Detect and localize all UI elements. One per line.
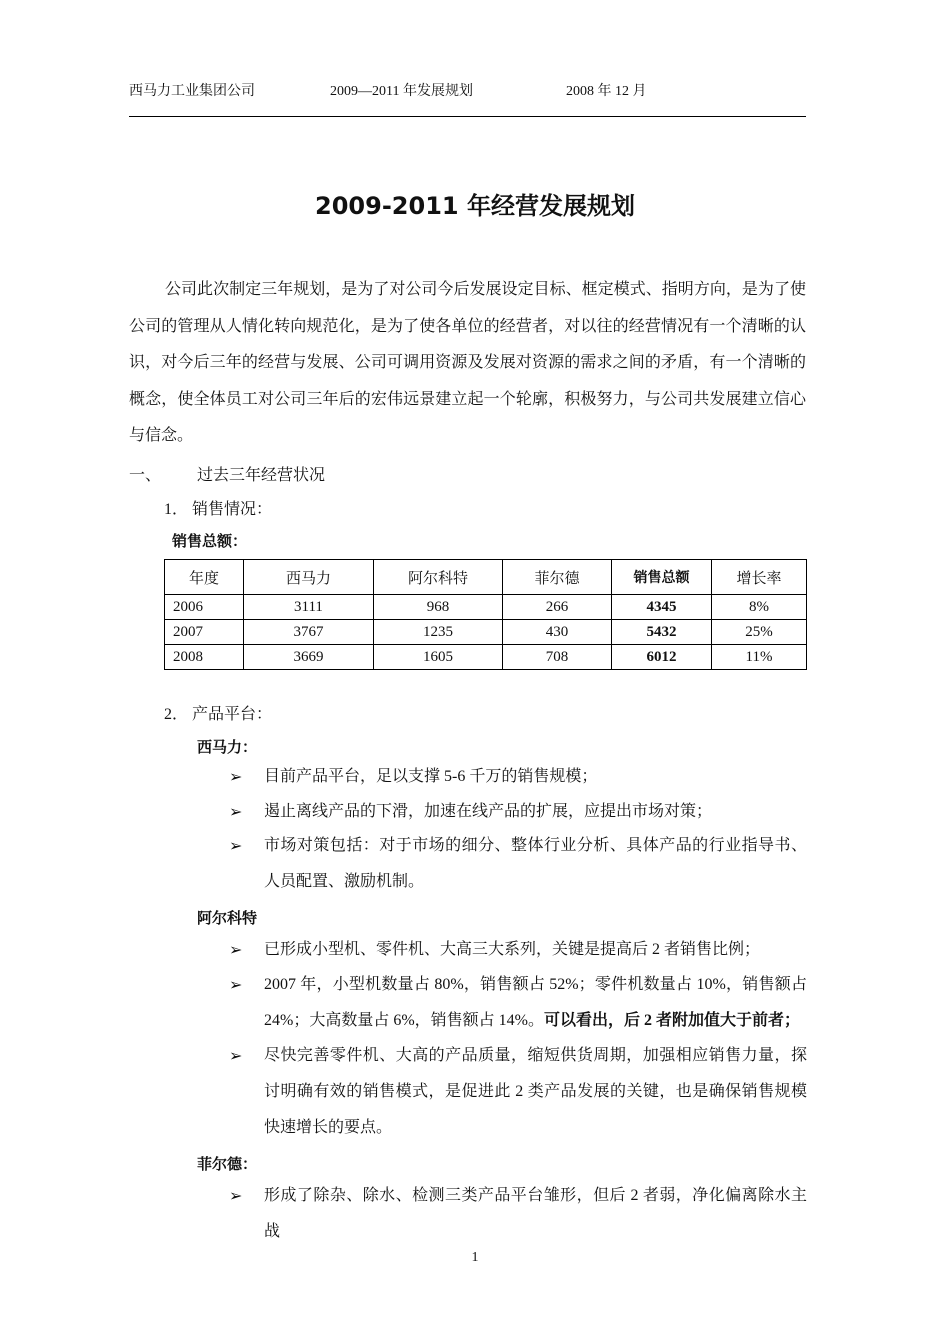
arrow-bullet-icon: ➢: [229, 769, 243, 786]
list-item: 已形成小型机、零件机、大高三大系列，关键是提高后 2 者销售比例；: [264, 941, 761, 958]
table-cell: 25%: [712, 620, 807, 645]
arrow-bullet-icon: ➢: [229, 1188, 243, 1205]
arrow-bullet-icon: ➢: [229, 977, 243, 994]
list-item: 市场对策包括：对于市场的细分、整体行业分析、具体产品的行业指导书、人员配置、激励机制。: [264, 837, 807, 890]
header-date: 2008 年 12 月: [566, 84, 647, 99]
section-1-title: 过去三年经营状况: [197, 467, 326, 484]
table-header-cell: 西马力: [244, 560, 374, 595]
table-row: [165, 620, 807, 645]
aerkete-label: 阿尔科特: [197, 909, 258, 927]
arrow-bullet-icon: ➢: [229, 838, 243, 855]
table-cell: 8%: [712, 595, 807, 620]
table-header-cell: 增长率: [712, 560, 807, 595]
list-item: 尽快完善零件机、大高的产品质量，缩短供货周期，加强相应销售力量，探讨明确有效的销售模式，是促进此 2 类产品发展的关键，也是确保销售规模快速增长的要点。: [264, 1047, 807, 1136]
section-1-number: 一、: [129, 467, 162, 484]
section-1-heading: [129, 462, 326, 485]
ximali-label: 西马力：: [197, 738, 258, 756]
header-divider: [129, 116, 806, 117]
table-cell: 708: [503, 645, 612, 670]
list-item: 目前产品平台，足以支撑 5-6 千万的销售规模；: [264, 768, 598, 785]
table-cell: 2006: [165, 595, 244, 620]
table-cell: 1605: [374, 645, 503, 670]
table-cell: 266: [503, 595, 612, 620]
table-cell: 11%: [712, 645, 807, 670]
table-cell: 4345: [612, 595, 712, 620]
list-item-emphasis: 可以看出，后 2 者附加值大于前者；: [544, 1012, 801, 1029]
table-cell: 3669: [244, 645, 374, 670]
subsection-1-heading: [164, 496, 272, 519]
table-row: [165, 645, 807, 670]
document-title: 2009-2011 年经营发展规划: [315, 192, 635, 220]
table-cell: 2008: [165, 645, 244, 670]
list-item-text: 2007 年，小型机数量占 80%，销售额占 52%；零件机数量占 10%，销售额占 24%；大高数量占 6%，销售额占 14%。: [264, 976, 807, 1029]
list-item: 遏止离线产品的下滑，加速在线产品的扩展，应提出市场对策；: [264, 803, 713, 820]
table-cell: 2007: [165, 620, 244, 645]
table-header-cell: 菲尔德: [503, 560, 612, 595]
subsection-2-heading: [164, 701, 272, 724]
arrow-bullet-icon: ➢: [229, 1048, 243, 1065]
list-item: [264, 967, 807, 1039]
page-number: 1: [471, 1250, 479, 1265]
table-cell: 6012: [612, 645, 712, 670]
subsection-1-number: 1．: [164, 501, 189, 518]
list-item: 形成了除杂、除水、检测三类产品平台雏形，但后 2 者弱，净化偏离除水主战: [264, 1187, 807, 1240]
table-cell: 1235: [374, 620, 503, 645]
header-company: 西马力工业集团公司: [129, 84, 255, 99]
header-plan: 2009—2011 年发展规划: [330, 84, 473, 99]
table-header-row: [165, 560, 807, 595]
table-header-cell: 年度: [165, 560, 244, 595]
sales-total-label: 销售总额：: [172, 532, 248, 550]
feierde-label: 菲尔德：: [197, 1155, 258, 1173]
table-cell: 968: [374, 595, 503, 620]
arrow-bullet-icon: ➢: [229, 804, 243, 821]
page-header: [129, 80, 806, 100]
table-cell: 430: [503, 620, 612, 645]
subsection-1-title: 销售情况：: [192, 501, 273, 518]
table-cell: 3111: [244, 595, 374, 620]
intro-paragraph: 公司此次制定三年规划，是为了对公司今后发展设定目标、框定模式、指明方向，是为了使公司的管理从人情化转向规范化，是为了使各单位的经营者，对以往的经营情况有一个清晰的认识，对今后三年的经营与发展、公司可调用资源及发展对资源的需求之间的矛盾，有一个清晰的概念，使全体员工对公司三年后的宏伟远景建立起一个轮廓，积极努力，与公司共发展建立信心与信念。: [129, 281, 806, 444]
table-cell: 3767: [244, 620, 374, 645]
table-header-cell: 销售总额: [612, 560, 712, 595]
subsection-2-number: 2．: [164, 706, 189, 723]
subsection-2-title: 产品平台：: [192, 706, 273, 723]
table-row: [165, 595, 807, 620]
sales-table: [164, 559, 807, 670]
table-header-cell: 阿尔科特: [374, 560, 503, 595]
arrow-bullet-icon: ➢: [229, 942, 243, 959]
table-cell: 5432: [612, 620, 712, 645]
